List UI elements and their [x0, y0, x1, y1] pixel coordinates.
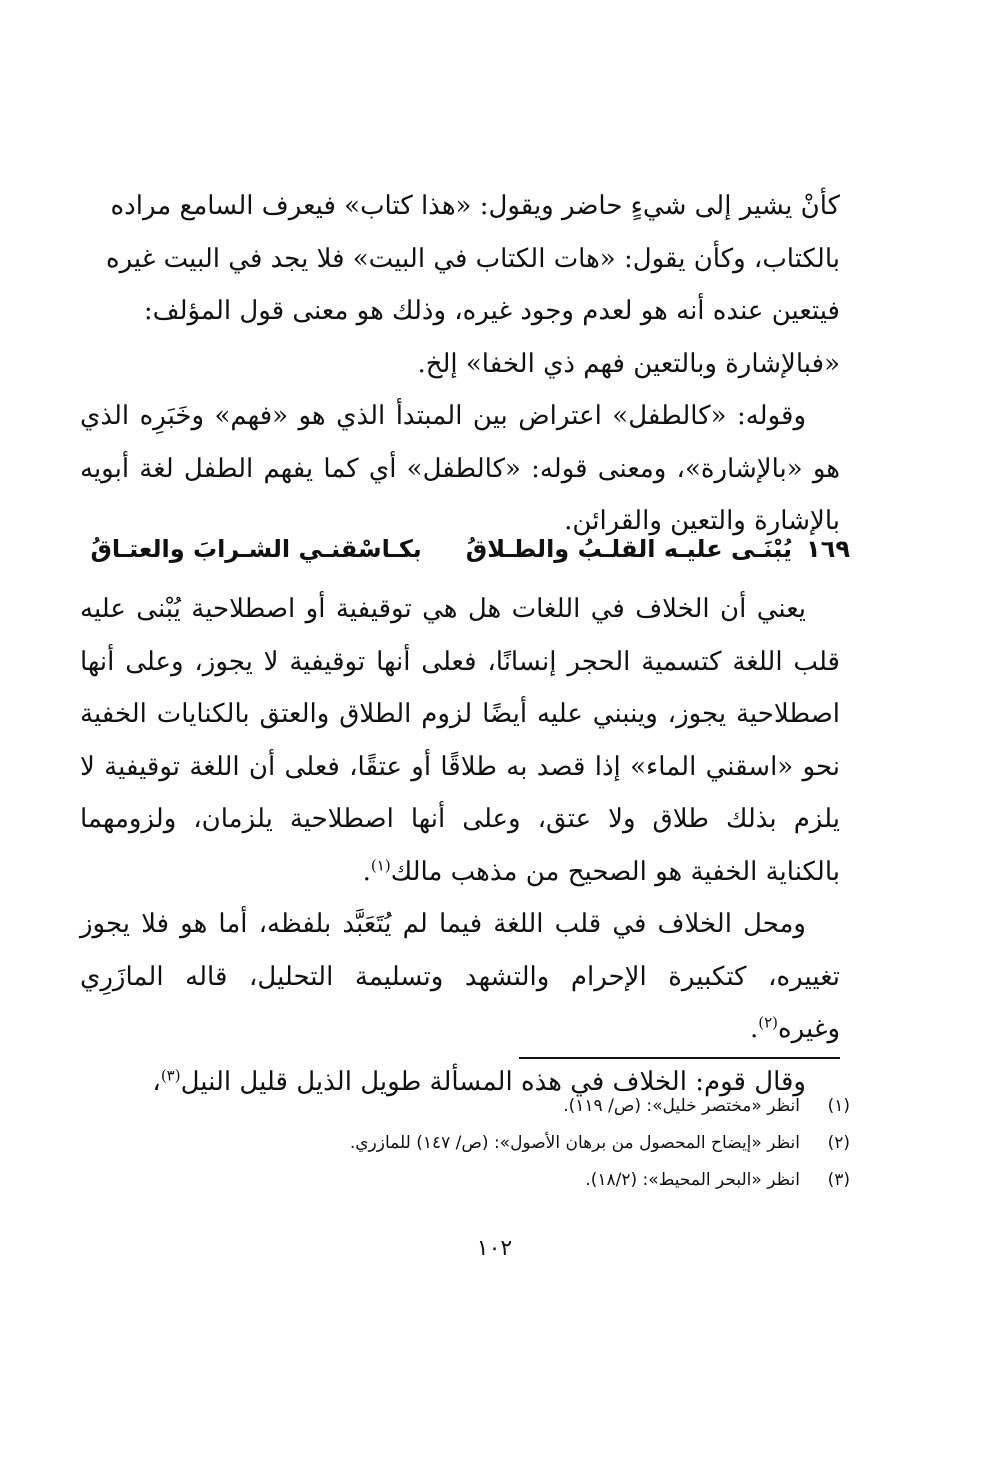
footnote-number: (٣): [827, 1170, 850, 1190]
paragraph-text: [80, 898, 840, 1056]
footnote-text: انظر «إيضاح المحصول من برهان الأصول»: (ص/ ١٤٧) للمازري.: [349, 1133, 800, 1153]
footnote-text: انظر «مختصر خليل»: (ص/ ١١٩).: [563, 1096, 800, 1116]
commentary-paragraph: [80, 390, 840, 548]
footnote-item: [80, 1125, 850, 1162]
verse-line: [80, 527, 850, 571]
verse-first-hemistich: يُبْنَـى عليـه القلـبُ والطـلاقُ: [465, 535, 793, 563]
text-line: كأنْ يشير إلى شيءٍ حاضر ويقول: «هذا كتاب» فيعرف السامع مراده: [110, 191, 840, 221]
footnote-divider: [519, 1057, 840, 1059]
paragraph-text: [80, 583, 840, 898]
footnote-reference: (١): [370, 855, 391, 874]
paragraph-body: ومحل الخلاف في قلب اللغة فيما لم يُتَعَبَّد بلفظه، أما هو فلا يجوز تغييره، كتكبيرة الإحرام والتشهد وتسليمة التحليل، قاله المازَرِي وغيره: [80, 909, 840, 1044]
paragraph-end: .: [749, 1014, 759, 1044]
verse-second-hemistich: بكـاسْقنـي الشـرابَ والعتـاقُ: [90, 535, 422, 563]
text-line: «فبالإشارة وبالتعين فهم ذي الخفا» إلخ.: [417, 348, 840, 379]
continued-paragraph: [80, 180, 840, 390]
paragraph-end: ،: [152, 1066, 161, 1097]
footnote-reference: (٢): [758, 1013, 779, 1032]
paragraph-text: وقوله: «كالطفل» اعتراض بين المبتدأ الذي هو «فهم» وخَبَرِه الذي هو «بالإشارة»، ومعنى قوله: «كالطفل» أي كما يفهم الطفل لغة أبويه بالإشارة والتعين والقرائن.: [80, 401, 840, 536]
footnote-text: انظر «البحر المحيط»: (١٨/٢).: [585, 1170, 800, 1190]
footnote-item: [80, 1162, 850, 1199]
footnote-number: (١): [827, 1096, 850, 1116]
text-line: بالكتاب، وكأن يقول: «هات الكتاب في البيت» فلا يجد في البيت غيره: [105, 243, 840, 274]
explanation-block: [80, 583, 840, 1108]
page-number: ١٠٢: [476, 1236, 513, 1261]
text-line: فيتعين عنده أنه هو لعدم وجود غيره، وذلك هو معنى قول المؤلف:: [143, 296, 840, 326]
footnote-item: [80, 1088, 850, 1125]
footnote-reference: (٣): [160, 1065, 181, 1084]
footnotes: [80, 1088, 850, 1199]
footnote-number: (٢): [827, 1133, 850, 1153]
verse-number: ١٦٩: [806, 535, 850, 563]
paragraph-end: .: [362, 856, 371, 887]
paragraph-body: وقال قوم: الخلاف في هذه المسألة طويل الذيل قليل النيل: [180, 1066, 806, 1097]
paragraph-body: يعني أن الخلاف في اللغات هل هي توقيفية أو اصطلاحية يُبْنى عليه قلب اللغة كتسمية الحجر إنسانًا، فعلى أنها توقيفية لا يجوز، وعلى أنها اصطلاحية يجوز، وينبني عليه أيضًا لزوم الطلاق والعتق بالكنايات الخفية نحو «اسقني الماء» إذا قصد به طلاقًا أو عتقًا، فعلى أن اللغة توقيفية لا يلزم بذلك طلاق ولا عتق، وعلى أنها اصطلاحية يلزمان، ولزومهما بالكناية الخفية هو الصحيح من مذهب مالك: [80, 594, 840, 887]
